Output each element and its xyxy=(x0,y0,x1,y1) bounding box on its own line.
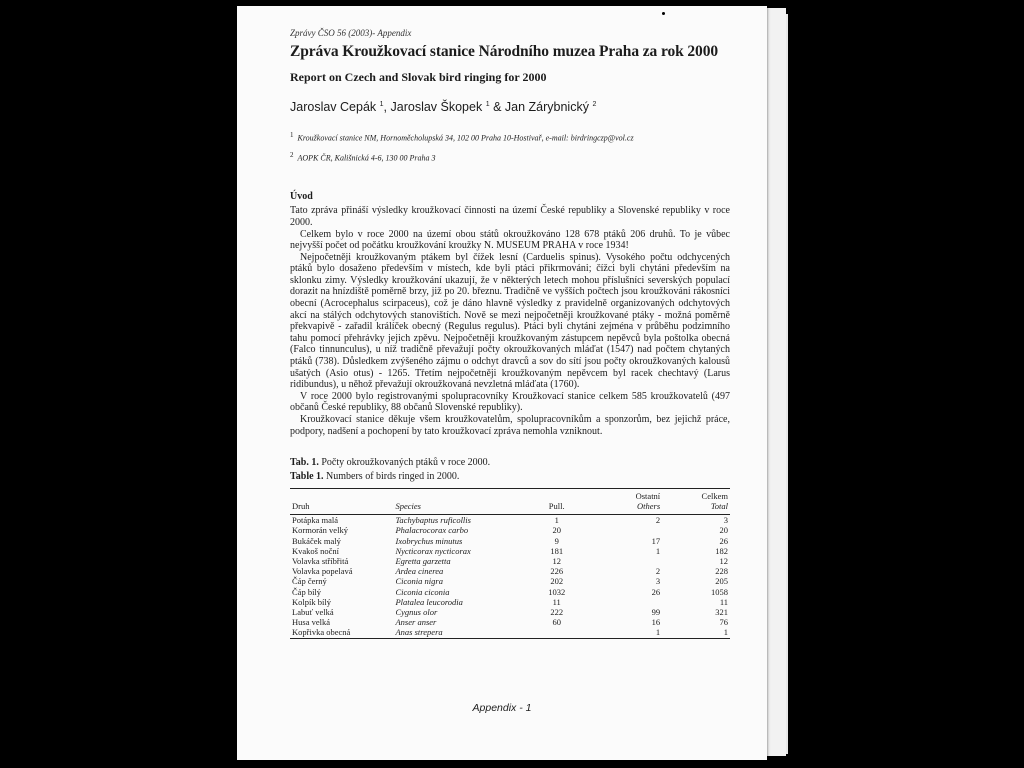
body-paragraph: Kroužkovací stanice děkuje všem kroužkovatelům, spolupracovníkům a sponzorům, bez jejichž práce, podpory, nadšení a pochopení by tato kroužkovací zpráva nemohla vzniknout. xyxy=(290,414,730,437)
cell-druh: Kormorán velký xyxy=(292,525,348,536)
table-header-row xyxy=(290,489,730,515)
cell-total: 11 xyxy=(719,596,728,607)
author-separator: , xyxy=(383,100,391,114)
affiliation-number: 1 xyxy=(290,131,294,139)
cell-others xyxy=(589,556,675,566)
cell-druh: Bukáček malý xyxy=(292,535,341,546)
body-paragraph: V roce 2000 bylo registrovanými spolupracovníky Kroužkovací stanice celkem 585 kroužkovatelů (497 občanů České republiky, 88 občanů Slovenské republiky). xyxy=(290,390,730,414)
cell-species: Ciconia ciconia xyxy=(395,586,450,597)
cell-pull: 222 xyxy=(550,607,564,618)
cell-species: Platalea leucorodia xyxy=(395,596,463,607)
header-others-en: Others xyxy=(637,501,661,512)
cell-total: 26 xyxy=(719,535,728,546)
cell-total: 182 xyxy=(715,545,728,556)
cell-others xyxy=(589,597,675,607)
table-row xyxy=(290,617,730,627)
cell-species: Ciconia nigra xyxy=(395,576,443,587)
header-druh: Druh xyxy=(292,501,310,512)
cell-others xyxy=(589,525,675,535)
cell-total: 321 xyxy=(715,607,728,618)
caption-text: Počty okroužkovaných ptáků v roce 2000. xyxy=(321,457,491,469)
cell-species: Nycticorax nycticorax xyxy=(395,545,471,556)
cell-druh: Husa velká xyxy=(292,617,331,628)
cell-total: 20 xyxy=(719,525,728,536)
affiliation-text: AOPK ČR, Kališnická 4-6, 130 00 Praha 3 xyxy=(297,153,436,163)
cell-druh: Volavka popelavá xyxy=(292,566,353,577)
caption-text: Numbers of birds ringed in 2000. xyxy=(326,471,460,483)
title-english: Report on Czech and Slovak bird ringing for 2000 xyxy=(290,70,547,84)
author-affiliation-mark: 2 xyxy=(592,100,597,108)
table-row xyxy=(290,627,730,638)
cell-species: Ardea cinerea xyxy=(395,566,444,577)
cell-druh: Kopřivka obecná xyxy=(292,627,351,638)
cell-total: 228 xyxy=(715,566,728,577)
author-affiliation-mark: 1 xyxy=(379,100,384,108)
table-row xyxy=(290,556,730,566)
body-paragraph: Nejpočetněji kroužkovaným ptákem byl čížek lesní (Carduelis spinus). Vysokého počtu odchycených ptáků bylo dosaženo především v místech, kde byli ptáci přikrmováni; čížci byli chytáni především na sklonku zimy. Výsledky kroužkování ukazují, že v některých letech mohou příslušníci severských populací dorazit na hnízdiště poměrně brzy, již po 20. březnu. Tradičně ve vyšších počtech jsou kroužkováni rákosníci obecní (Acrocephalus scirpaceus), což je dáno hlavně výsledky z pravidelně organizovaných odchytových akcí na stálých odchytových stanovištích. Nově se mezi nejpočetněji kroužkované ptáky - možná poměrně překvapivě - zařadil králíček obecný (Regulus regulus). Ptáci byli chytáni zejména v průběhu podzimního tahu pomocí přehrávky jejich zpěvu. Nejpočetněji kroužkovaným zástupcem nepěvců byla poštolka obecná (Falco tinnunculus), u níž tradičně převažují počty okroužkovaných mláďat (1547) nad počtem chytaných ptáků (738). Důsledkem zvýšeného zájmu o odchyt dravců a sov do sítí jsou počty okroužkovaných kalousů ušatých (Asio otus) - 1265. Třetím nejpočetněji kroužkovaným nepěvcem byl racek chechtavý (Larus ridibundus), u něhož převažují okroužkovaná nevzletná mláďata (1760). xyxy=(290,251,730,391)
author-name: Jaroslav Škopek xyxy=(390,100,483,114)
cell-others: 26 xyxy=(651,586,661,597)
cell-others: 16 xyxy=(651,617,661,628)
cell-species: Ixobrychus minutus xyxy=(395,535,463,546)
cell-druh: Labuť velká xyxy=(292,607,334,618)
cell-species: Tachybaptus ruficollis xyxy=(395,515,471,526)
table-row xyxy=(290,525,730,535)
author-name: Jaroslav Cepák xyxy=(290,100,377,114)
table-row xyxy=(290,587,730,597)
author-name: Jan Zárybnický xyxy=(504,100,589,114)
table-caption-english xyxy=(290,471,730,482)
cell-pull: 1 xyxy=(554,515,559,526)
cell-druh: Čáp bílý xyxy=(292,586,322,597)
body-paragraph: Tato zpráva přináší výsledky kroužkovací činnosti na území České republiky a Slovenské republiky v roce 2000. xyxy=(290,205,730,228)
section-heading: Úvod xyxy=(290,191,313,203)
cell-species: Anser anser xyxy=(395,617,437,628)
cell-others: 2 xyxy=(655,566,661,577)
cell-total: 1 xyxy=(723,627,728,638)
header-pull: Pull. xyxy=(548,501,565,512)
cell-pull: 60 xyxy=(552,617,561,628)
cell-species: Phalacrocorax carbo xyxy=(395,525,469,536)
cell-druh: Potápka malá xyxy=(292,515,339,526)
cell-others: 1 xyxy=(655,545,661,556)
cell-total: 12 xyxy=(719,556,728,566)
cell-pull: 202 xyxy=(550,576,564,587)
table-row xyxy=(290,515,730,526)
scan-speck xyxy=(662,12,665,15)
cell-total: 205 xyxy=(715,576,728,587)
affiliation-text: Kroužkovací stanice NM, Hornoměcholupská 34, 102 00 Praha 10-Hostivař, e-mail: birdringczp@vol.cz xyxy=(297,133,634,143)
caption-label: Table 1. xyxy=(290,471,324,483)
cell-others: 99 xyxy=(651,607,661,618)
cell-pull: 1032 xyxy=(548,586,566,597)
cell-pull: 11 xyxy=(552,596,561,607)
cell-pull: 181 xyxy=(550,545,564,556)
document-page xyxy=(237,6,767,760)
header-total-en: Total xyxy=(710,501,728,512)
caption-label: Tab. 1. xyxy=(290,457,319,469)
header-species: Species xyxy=(395,501,421,512)
cell-pull: 12 xyxy=(552,556,561,566)
affiliation-number: 2 xyxy=(290,150,294,159)
body-paragraph: Celkem bylo v roce 2000 na území obou států okroužkováno 128 678 ptáků 206 druhů. To je vůbec nejvyšší počet od počátku kroužkování kroužky N. MUSEUM PRAHA v roce 1934! xyxy=(290,228,730,252)
table-caption-czech xyxy=(290,457,730,468)
cell-pull xyxy=(525,627,589,638)
table-row xyxy=(290,607,730,617)
cell-druh: Volavka stříbřitá xyxy=(292,556,349,566)
affiliation-line xyxy=(290,127,730,147)
cell-druh: Kvakoš noční xyxy=(292,545,339,556)
cell-species: Egretta garzetta xyxy=(395,556,451,566)
affiliations xyxy=(290,127,730,166)
table-body xyxy=(290,515,730,638)
cell-others: 2 xyxy=(655,515,661,526)
cell-others: 1 xyxy=(655,627,661,638)
affiliation-line xyxy=(290,147,730,167)
table-row xyxy=(290,546,730,556)
table-row xyxy=(290,576,730,586)
cell-pull: 226 xyxy=(550,566,564,577)
header-total xyxy=(674,489,730,515)
cell-others: 3 xyxy=(655,576,661,587)
cell-total: 3 xyxy=(723,515,728,526)
running-head: Zprávy ČSO 56 (2003)- Appendix xyxy=(290,28,412,38)
table-row xyxy=(290,566,730,576)
cell-total: 1058 xyxy=(711,586,728,597)
cell-total: 76 xyxy=(719,617,728,628)
header-total-cz: Celkem xyxy=(701,491,728,502)
cell-druh: Kolpík bílý xyxy=(292,596,331,607)
author-affiliation-mark: 1 xyxy=(485,100,490,108)
cell-species: Cygnus olor xyxy=(395,607,438,618)
ringing-table xyxy=(290,488,730,638)
cell-druh: Čáp černý xyxy=(292,576,327,587)
title-czech: Zpráva Kroužkovací stanice Národního muzea Praha za rok 2000 xyxy=(290,43,719,60)
cell-pull: 20 xyxy=(552,525,561,536)
cell-others: 17 xyxy=(651,535,661,546)
table-row xyxy=(290,536,730,546)
cell-species: Anas strepera xyxy=(395,627,443,638)
author-separator: & xyxy=(489,100,505,114)
cell-pull: 9 xyxy=(554,535,559,546)
header-others-cz: Ostatní xyxy=(635,491,661,502)
page-content xyxy=(290,24,730,639)
header-others xyxy=(589,489,675,515)
page-footer: Appendix - 1 xyxy=(472,702,532,714)
table-row xyxy=(290,597,730,607)
author-list xyxy=(290,100,730,114)
